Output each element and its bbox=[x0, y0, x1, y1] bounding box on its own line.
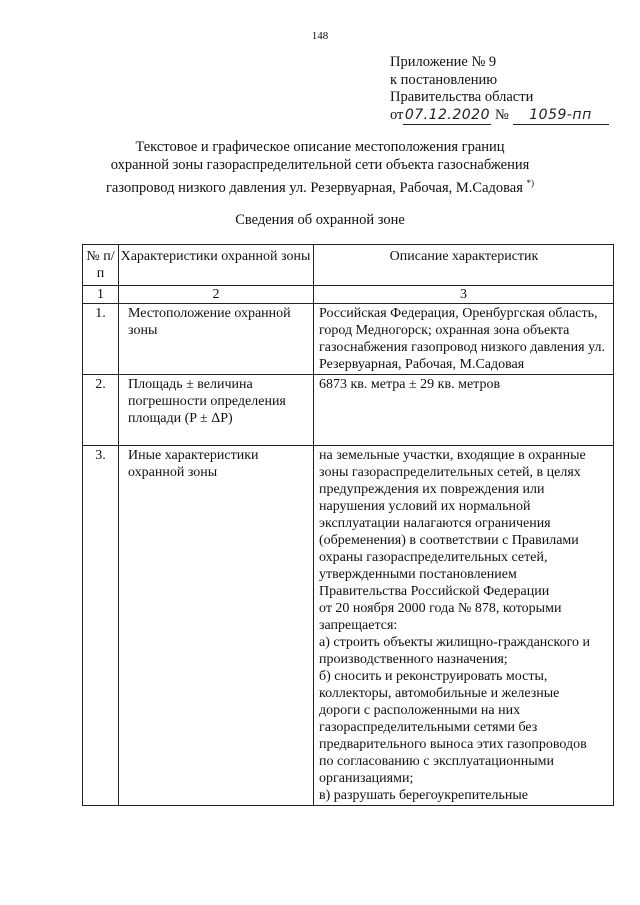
description-line: Правительства Российской Федерации bbox=[319, 584, 550, 599]
appendix-line-1: Приложение № 9 bbox=[390, 54, 497, 70]
title-line-2: охранной зоны газораспределительной сети объекта газоснабжения bbox=[110, 157, 530, 173]
description-line: по согласованию с эксплуатационными bbox=[319, 754, 554, 769]
header-characteristic: Характеристики охранной зоны bbox=[119, 245, 314, 286]
description-line: коллекторы, автомобильные и железные bbox=[319, 686, 560, 701]
description-line: предварительного выноса этих газопроводов bbox=[319, 737, 587, 752]
title-line-3: газопровод низкого давления ул. Резервуарная, Рабочая, М.Садовая *) bbox=[105, 178, 535, 196]
description-line: предупреждения их повреждения или bbox=[319, 482, 545, 497]
description-line: от 20 ноября 2000 года № 878, которыми bbox=[319, 601, 562, 616]
table-row bbox=[83, 304, 614, 375]
table-row bbox=[83, 375, 614, 446]
handwritten-number: 1059-пп bbox=[513, 107, 609, 126]
row-description: Российская Федерация, Оренбургская область, город Медногорск; охранная зона объекта газоснабжения газопровод низкого давления ул. Резервуарная, Рабочая, М.Садовая bbox=[314, 304, 614, 375]
description-line: в) разрушать берегоукрепительные bbox=[319, 788, 529, 803]
row-characteristic: Иные характеристики охранной зоны bbox=[119, 446, 314, 806]
description-line: на земельные участки, входящие в охранные bbox=[319, 448, 586, 463]
description-line: зоны газораспределительных сетей, в целях bbox=[319, 465, 581, 480]
appendix-block bbox=[390, 54, 609, 125]
column-numbering-row bbox=[83, 286, 614, 304]
footnote-mark: *) bbox=[526, 178, 535, 188]
row-number: 2. bbox=[83, 375, 119, 446]
description-line: а) строить объекты жилищно-гражданского и bbox=[319, 635, 590, 650]
row-number: 3. bbox=[83, 446, 119, 806]
description-line: б) сносить и реконструировать мосты, bbox=[319, 669, 548, 684]
table-header-row bbox=[83, 245, 614, 286]
description-line: организациями; bbox=[319, 771, 414, 786]
appendix-line-2: к постановлению bbox=[390, 71, 498, 88]
column-index-2: 2 bbox=[119, 286, 314, 304]
zone-info-table bbox=[82, 244, 614, 806]
number-prefix: № bbox=[495, 106, 509, 123]
column-index-3: 3 bbox=[314, 286, 614, 304]
description-line: производственного назначения; bbox=[319, 652, 508, 667]
description-line: дороги с расположенными на них bbox=[319, 703, 521, 718]
row-description: 6873 кв. метра ± 29 кв. метров bbox=[314, 375, 614, 446]
description-line: нарушения условий их нормальной bbox=[319, 499, 531, 514]
description-line: газораспределительными сетями без bbox=[319, 720, 538, 735]
description-line: (обременения) в соответствии с Правилами bbox=[319, 533, 579, 548]
row-number: 1. bbox=[83, 304, 119, 375]
appendix-date-line bbox=[390, 107, 609, 126]
title-line-1: Текстовое и графическое описание местоположения границ bbox=[135, 139, 505, 155]
description-line: запрещается: bbox=[319, 618, 398, 633]
header-description: Описание характеристик bbox=[314, 245, 614, 286]
handwritten-date: 07.12.2020 bbox=[403, 107, 491, 126]
appendix-line-3: Правительства области bbox=[390, 89, 534, 105]
row-characteristic: Площадь ± величина погрешности определения площади (P ± ΔP) bbox=[119, 375, 314, 446]
description-line: охраны газораспределительных сетей, bbox=[319, 550, 548, 565]
document-title bbox=[0, 138, 640, 197]
table-row bbox=[83, 446, 614, 806]
row-characteristic: Местоположение охранной зоны bbox=[119, 304, 314, 375]
description-line: утвержденными постановлением bbox=[319, 567, 517, 582]
column-index-1: 1 bbox=[83, 286, 119, 304]
header-number: № п/п bbox=[83, 245, 119, 286]
date-prefix: от bbox=[390, 106, 404, 123]
description-line: эксплуатации налагаются ограничения bbox=[319, 516, 551, 531]
section-subtitle: Сведения об охранной зоне bbox=[235, 212, 405, 228]
row-description bbox=[314, 446, 614, 806]
page-number: 148 bbox=[311, 30, 329, 42]
